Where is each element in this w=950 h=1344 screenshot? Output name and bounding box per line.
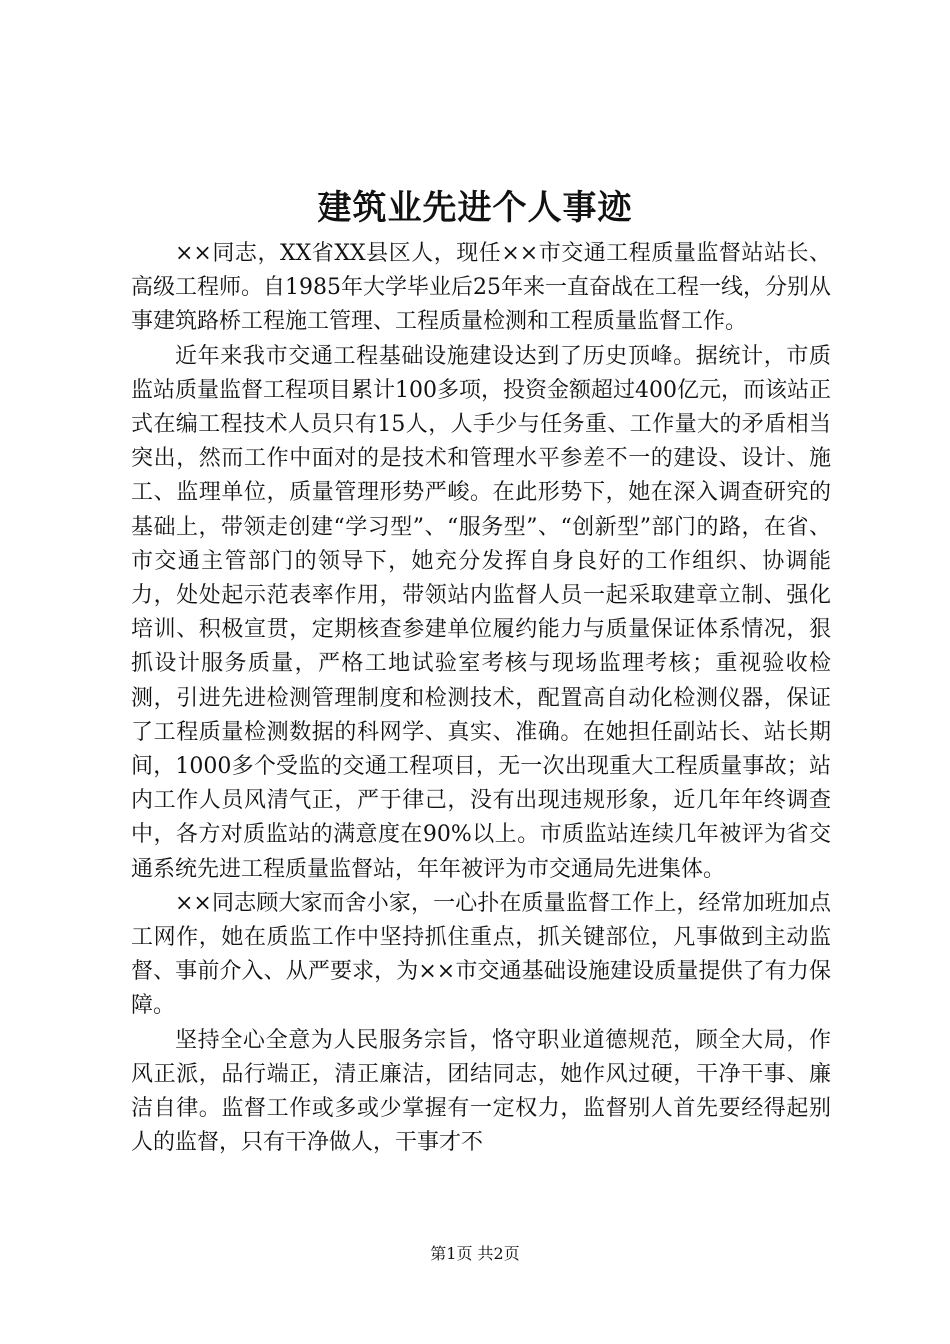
paragraph-1: ××同志，XX省XX县区人，现任××市交通工程质量监督站站长、高级工程师。自1985年大学毕业后25年来一直奋战在工程一线，分别从事建筑路桥工程施工管理、工程质量检测和工程质量监督工作。 [131, 241, 831, 335]
document-body [131, 237, 831, 1160]
document-title: 建筑业先进个人事迹 [317, 188, 633, 228]
paragraph-3: ××同志顾大家而舍小家，一心扑在质量监督工作上，经常加班加点工网作，她在质监工作中坚持抓住重点，抓关键部位，凡事做到主动监督、事前介入、从严要求，为××市交通基础设施建设质量提供了有力保障。 [131, 890, 831, 1019]
paragraph-2: 近年来我市交通工程基础设施建设达到了历史顶峰。据统计，市质监站质量监督工程项目累计100多项，投资金额超过400亿元，而该站正式在编工程技术人员只有15人，人手少与任务重、工作量大的矛盾相当突出，然而工作中面对的是技术和管理水平参差不一的建设、设计、施工、监理单位，质量管理形势严峻。在此形势下，她在深入调查研究的基础上，带领走创建“学习型”、“服务型”、“创新型”部门的路，在省、市交通主管部门的领导下，她充分发挥自身良好的工作组织、协调能力，处处起示范表率作用，带领站内监督人员一起采取建章立制、强化培训、积极宣贯，定期核查参建单位履约能力与质量保证体系情况，狠抓设计服务质量，严格工地试验室考核与现场监理考核；重视验收检测，引进先进检测管理制度和检测技术，配置高自动化检测仪器，保证了工程质量检测数据的科网学、真实、准确。在她担任副站长、站长期间，1000多个受监的交通工程项目，无一次出现重大工程质量事故；站内工作人员风清气正，严于律己，没有出现违规形象，近几年年终调查中，各方对质监站的满意度在90%以上。市质监站连续几年被评为省交通系统先进工程质量监督站，年年被评为市交通局先进集体。 [131, 343, 831, 882]
paragraph-4: 坚持全心全意为人民服务宗旨，恪守职业道德规范，顾全大局，作风正派，品行端正，清正廉洁，团结同志，她作风过硬，干净干事、廉洁自律。监督工作或多或少掌握有一定权力，监督别人首先要经得起别人的监督，只有干净做人，干事才不 [131, 1027, 831, 1156]
page-number-footer: 第1页 共2页 [430, 1244, 520, 1263]
